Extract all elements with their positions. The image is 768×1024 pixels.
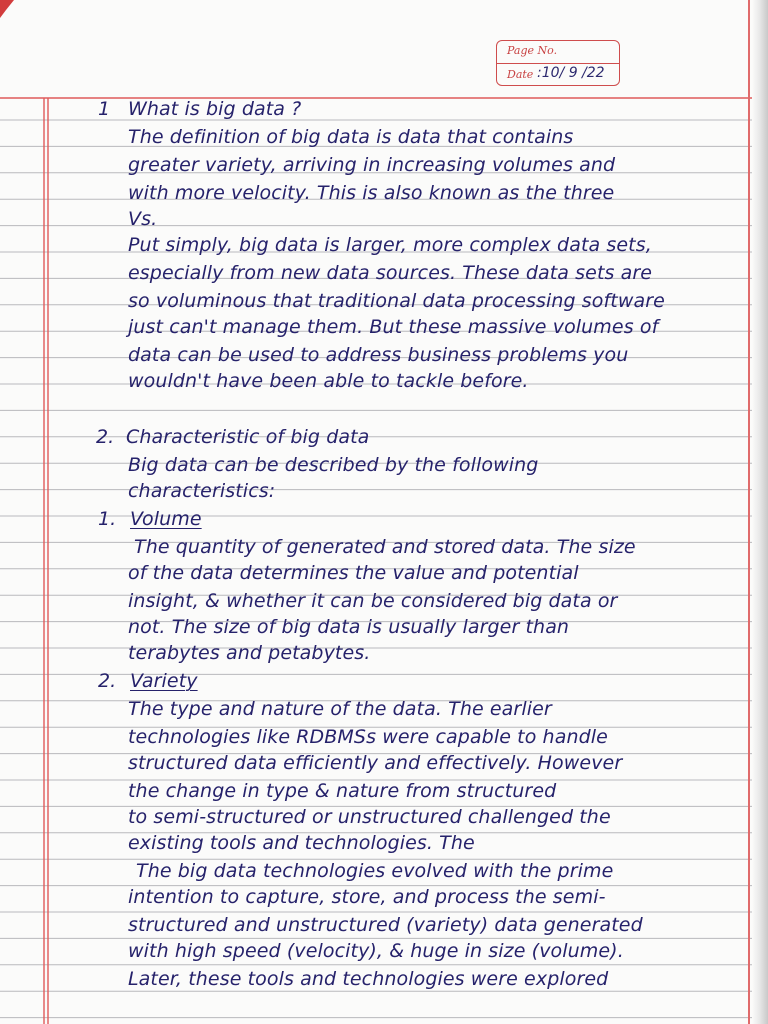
q2-intro-line: Big data can be described by the following [128,454,539,476]
question-1-heading: What is big data ? [128,98,302,120]
variety-line: intention to capture, store, and process the semi- [128,886,606,908]
date-value: :10/ 9 /22 [537,65,605,81]
variety-line: The big data technologies evolved with the prime [136,860,614,882]
q1-line: so voluminous that traditional data processing software [128,290,665,312]
corner-mark [0,0,14,18]
variety-line: with high speed (velocity), & huge in size (volume). [128,940,624,962]
q1-line: The definition of big data is data that contains [128,126,574,148]
q1-line: greater variety, arriving in increasing volumes and [128,154,616,176]
right-margin-line [748,0,750,1024]
volume-line: not. The size of big data is usually larger than [128,616,570,638]
q1-line: wouldn't have been able to tackle before. [128,370,529,392]
variety-line: the change in type & nature from structured [128,780,557,802]
q1-line: just can't manage them. But these massive volumes of [128,316,659,338]
q2-intro-line: characteristics: [128,480,276,502]
q1-line: especially from new data sources. These data sets are [128,262,653,284]
variety-line: to semi-structured or unstructured challenged the [128,806,611,828]
page-edge-shadow [752,0,768,1024]
question-2-number: 2. [96,426,115,448]
variety-line: technologies like RDBMSs were capable to handle [128,726,608,748]
q1-line: Vs. [128,208,158,230]
stamp-divider [497,63,619,64]
date-label: Date [507,68,534,81]
variety-line: structured data efficiently and effectively. However [128,752,623,774]
variety-line: Later, these tools and technologies were explored [128,968,609,990]
point-1-title: Volume [130,508,202,530]
volume-line: insight, & whether it can be considered big data or [128,590,618,612]
point-2-number: 2. [98,670,117,692]
q1-line: with more velocity. This is also known as the three [128,182,615,204]
page-date-stamp [496,40,620,86]
page-no-label: Page No. [507,44,558,57]
volume-line: terabytes and petabytes. [128,642,371,664]
variety-line: The type and nature of the data. The earlier [128,698,552,720]
q1-line: Put simply, big data is larger, more complex data sets, [128,234,652,256]
q1-line: data can be used to address business problems you [128,344,629,366]
variety-line: structured and unstructured (variety) data generated [128,914,643,936]
point-2-title: Variety [130,670,198,692]
volume-line: of the data determines the value and potential [128,562,579,584]
point-1-number: 1. [98,508,117,530]
variety-line: existing tools and technologies. The [128,832,475,854]
question-2-heading: Characteristic of big data [126,426,370,448]
volume-line: The quantity of generated and stored data. The size [134,536,636,558]
question-1-number: 1 [98,98,111,120]
